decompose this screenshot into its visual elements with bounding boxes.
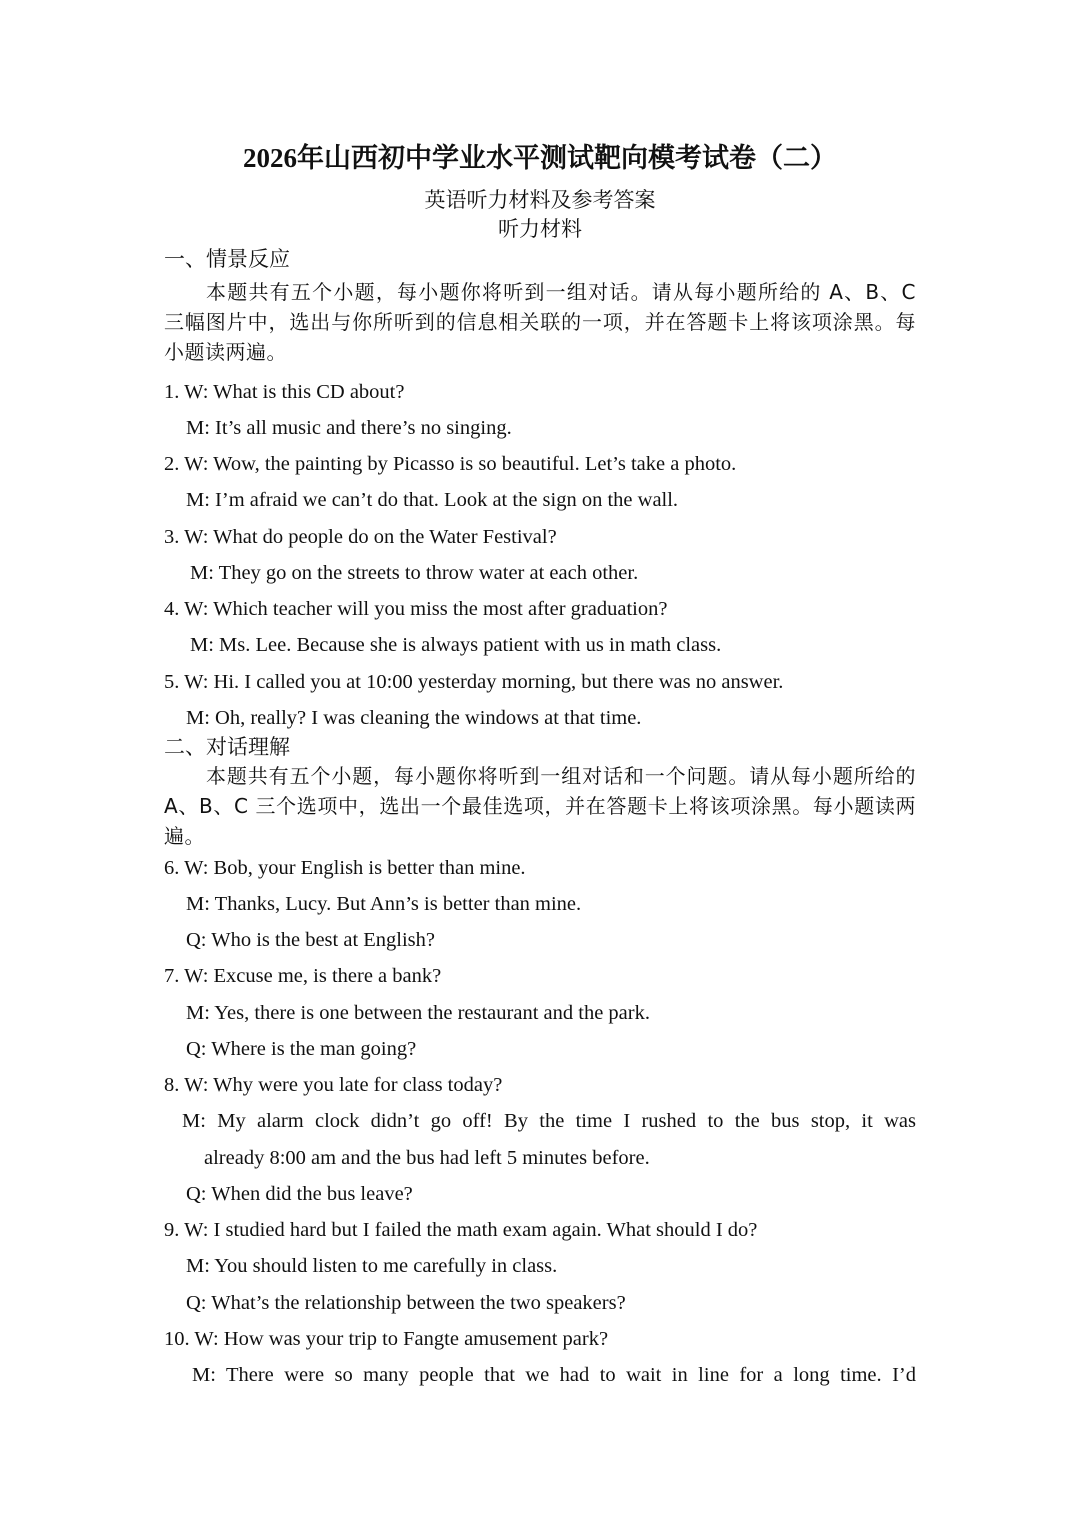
- section1-heading: 一、情景反应: [164, 247, 290, 271]
- dialogue-line: M: Ms. Lee. Because she is always patient with us in math class.: [190, 634, 722, 656]
- page-title: 2026年山西初中学业水平测试靶向模考试卷（二）: [243, 143, 837, 173]
- dialogue-line: Q: When did the bus leave?: [186, 1183, 413, 1205]
- dialogue-line: 5. W: Hi. I called you at 10:00 yesterday morning, but there was no answer.: [164, 671, 784, 693]
- dialogue-line: 8. W: Why were you late for class today?: [164, 1074, 503, 1096]
- dialogue-line: Q: Who is the best at English?: [186, 929, 436, 951]
- dialogue-line: Q: What’s the relationship between the two speakers?: [186, 1292, 626, 1314]
- dialogue-line: 1. W: What is this CD about?: [164, 381, 405, 403]
- dialogue-line: Q: Where is the man going?: [186, 1038, 417, 1060]
- section2-heading: 二、对话理解: [164, 735, 290, 759]
- dialogue-line: M: Oh, really? I was cleaning the windows at that time.: [186, 707, 642, 729]
- dialogue-line: 4. W: Which teacher will you miss the most after graduation?: [164, 598, 668, 620]
- dialogue-line: M: You should listen to me carefully in class.: [186, 1255, 558, 1277]
- dialogue-line: already 8:00 am and the bus had left 5 minutes before.: [204, 1147, 650, 1169]
- dialogue-line: 2. W: Wow, the painting by Picasso is so beautiful. Let’s take a photo.: [164, 453, 737, 475]
- dialogue-line: 10. W: How was your trip to Fangte amusement park?: [164, 1328, 609, 1350]
- dialogue-line: 6. W: Bob, your English is better than mine.: [164, 857, 526, 879]
- subtitle-answer-key: 英语听力材料及参考答案: [424, 188, 656, 212]
- dialogue-line: M: Thanks, Lucy. But Ann’s is better than mine.: [186, 893, 582, 915]
- dialogue-line: 9. W: I studied hard but I failed the math exam again. What should I do?: [164, 1219, 758, 1241]
- dialogue-line: M: Yes, there is one between the restaurant and the park.: [186, 1002, 650, 1024]
- dialogue-line: 3. W: What do people do on the Water Festival?: [164, 526, 557, 548]
- section1-instruction: 本题共有五个小题，每小题你将听到一组对话。请从每小题所给的 A、B、C 三幅图片中，选出与你所听到的信息相关联的一项，并在答题卡上将该项涂黑。每小题读两遍。: [164, 280, 916, 364]
- section2-instruction: 本题共有五个小题，每小题你将听到一组对话和一个问题。请从每小题所给的 A、B、C 三个选项中，选出一个最佳选项，并在答题卡上将该项涂黑。每小题读两遍。: [164, 764, 916, 848]
- dialogue-line: 7. W: Excuse me, is there a bank?: [164, 965, 442, 987]
- dialogue-line: M: They go on the streets to throw water at each other.: [190, 562, 639, 584]
- dialogue-line: M: There were so many people that we had to wait in line for a long time. I’d: [192, 1364, 916, 1386]
- dialogue-line: M: I’m afraid we can’t do that. Look at the sign on the wall.: [186, 489, 679, 511]
- subtitle-listening-material: 听力材料: [498, 217, 582, 241]
- dialogue-line: M: My alarm clock didn’t go off! By the time I rushed to the bus stop, it was: [182, 1110, 916, 1132]
- dialogue-line: M: It’s all music and there’s no singing.: [186, 417, 512, 439]
